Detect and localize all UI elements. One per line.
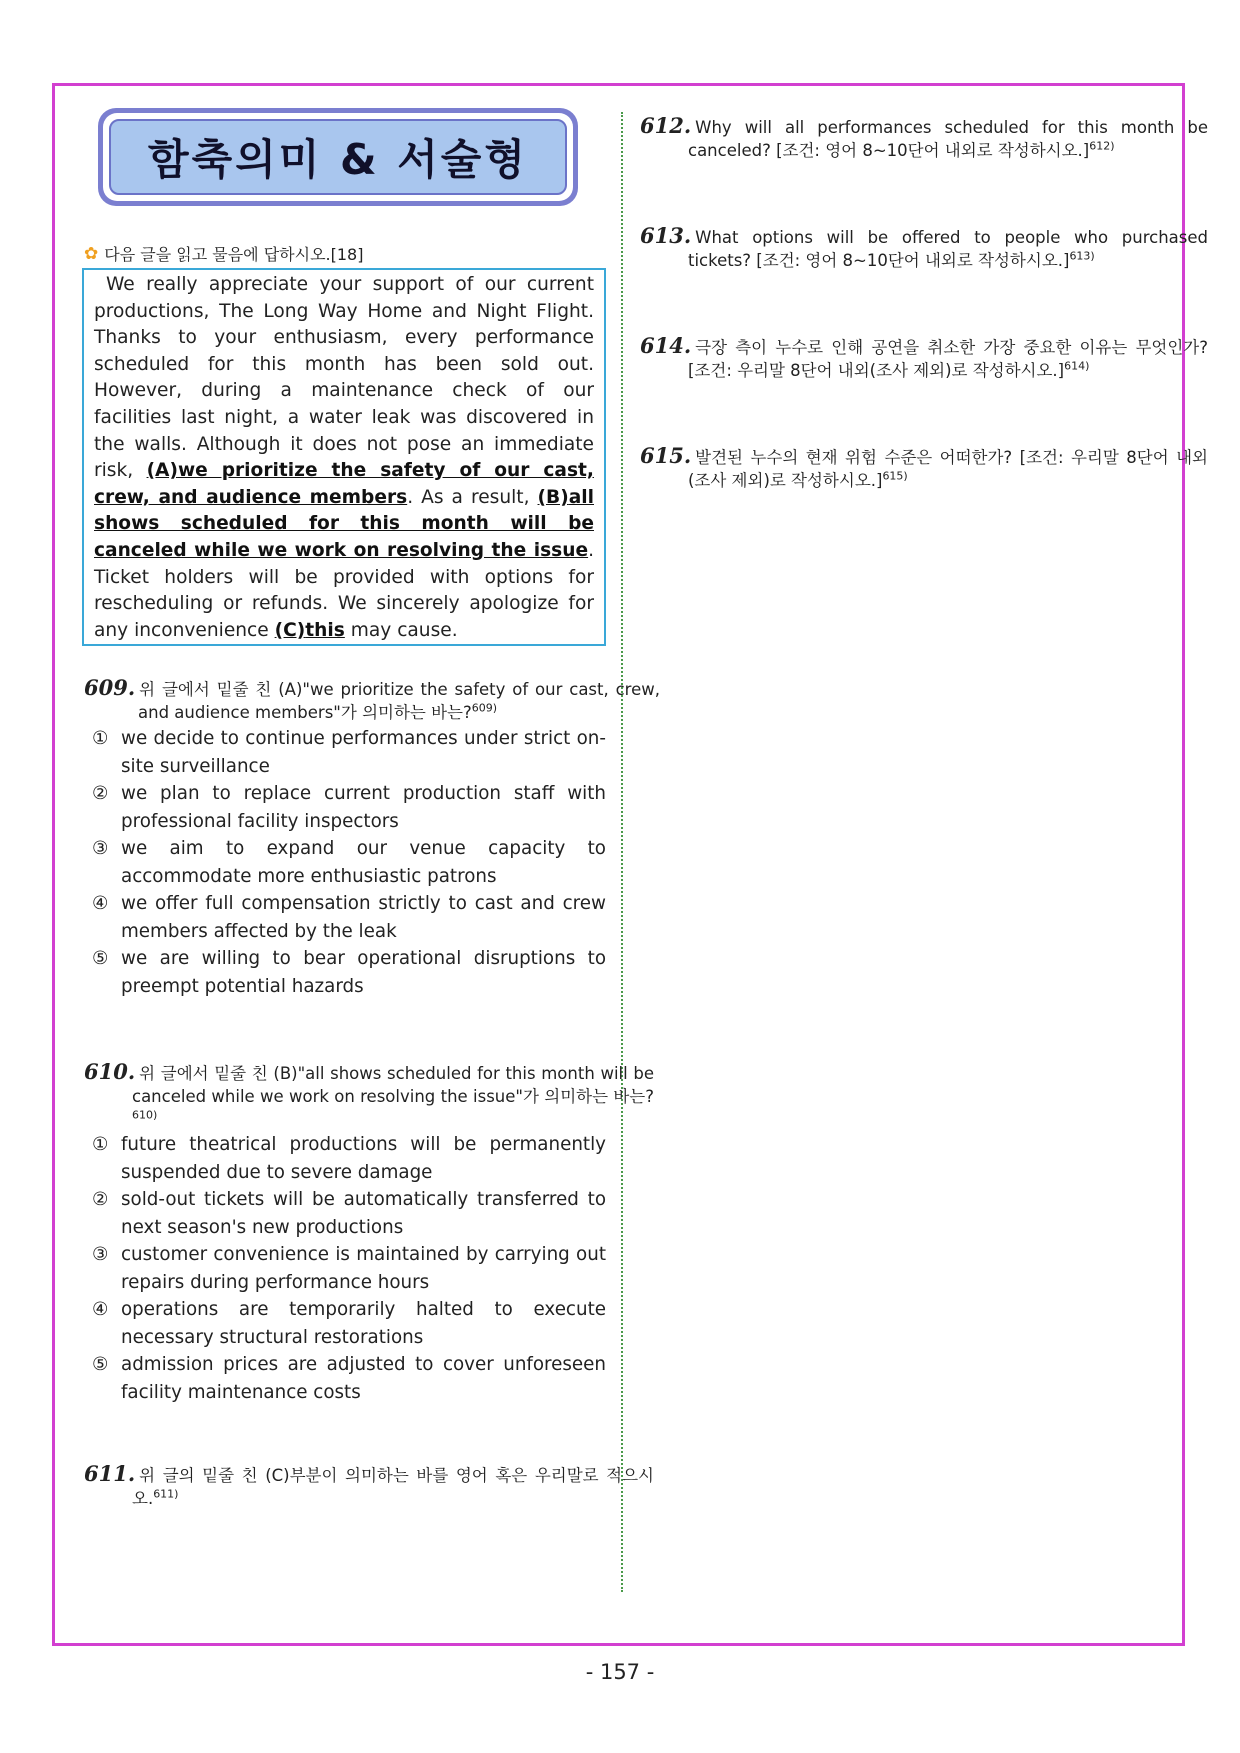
instruction-text: 다음 글을 읽고 물음에 답하시오.[18] [104, 245, 364, 264]
question-613 [640, 224, 1208, 272]
footnote-ref: 610) [132, 1108, 158, 1122]
footnote-ref: 612) [1089, 139, 1115, 153]
section-title-badge [98, 108, 578, 206]
question-number: 611. [84, 1461, 136, 1486]
question-text: 위 글의 밑줄 친 (C)부분이 의미하는 바를 영어 혹은 우리말로 적으시오. [132, 1466, 654, 1508]
question-615 [640, 444, 1208, 492]
footnote-ref: 614) [1064, 359, 1090, 373]
option-item[interactable]: ③ customer convenience is maintained by carrying out repairs during performance hours [92, 1244, 606, 1293]
question-text: 위 글에서 밑줄 친 (A)"we prioritize the safety of our cast, crew, and audience members"가 의미하는 바는? [138, 680, 660, 722]
instruction [84, 242, 363, 265]
option-item[interactable]: ⑤ admission prices are adjusted to cover unforeseen facility maintenance costs [92, 1354, 606, 1403]
page-number: - 157 - [585, 1660, 655, 1684]
underline-a: (A)we prioritize the safety of our cast, crew, and audience members [94, 460, 594, 508]
option-item[interactable]: ④ operations are temporarily halted to execute necessary structural restorations [92, 1299, 606, 1348]
question-612 [640, 114, 1208, 162]
question-text: 극장 측이 누수로 인해 공연을 취소한 가장 중요한 이유는 무엇인가? [조건: 우리말 8단어 내외(조사 제외)로 작성하시오.] [688, 338, 1208, 380]
flower-icon: ✿ [84, 243, 99, 264]
question-609 [84, 676, 660, 724]
question-text: What options will be offered to people who purchased tickets? [조건: 영어 8~10단어 내외로 작성하시오.] [688, 228, 1208, 270]
footnote-ref: 611) [153, 1487, 179, 1501]
question-610 [84, 1060, 654, 1131]
question-number: 614. [640, 333, 692, 358]
option-item[interactable]: ④ we offer full compensation strictly to cast and crew members affected by the leak [92, 893, 606, 942]
option-item[interactable]: ③ we aim to expand our venue capacity to accommodate more enthusiastic patrons [92, 838, 606, 887]
question-text: 위 글에서 밑줄 친 (B)"all shows scheduled for this month will be canceled while we work on resolving the issue"가 의미하는 바는? [132, 1064, 654, 1106]
options-609 [92, 725, 606, 1000]
options-610 [92, 1131, 606, 1406]
option-item[interactable]: ② we plan to replace current production staff with professional facility inspectors [92, 783, 606, 832]
option-item[interactable]: ① we decide to continue performances under strict on-site surveillance [92, 728, 606, 777]
column-divider [621, 112, 623, 1592]
section-title: 함축의미 & 서술형 [148, 135, 528, 184]
question-611 [84, 1462, 654, 1510]
question-number: 609. [84, 675, 136, 700]
question-text: Why will all performances scheduled for this month be canceled? [조건: 영어 8~10단어 내외로 작성하시오.] [688, 118, 1208, 160]
option-item[interactable]: ② sold-out tickets will be automatically transferred to next season's new productions [92, 1189, 606, 1238]
question-number: 613. [640, 223, 692, 248]
question-number: 612. [640, 113, 692, 138]
underline-c: (C)this [274, 619, 345, 641]
question-text: 발견된 누수의 현재 위험 수준은 어떠한가? [조건: 우리말 8단어 내외(조사 제외)로 작성하시오.] [688, 448, 1208, 490]
footnote-ref: 613) [1069, 249, 1095, 263]
reading-passage: We really appreciate your support of our current productions, The Long Way Home and Night Flight. Thanks to your enthusiasm, every performance scheduled for this month has been sold out. However, during a maintenance check of our facilities last night, a water leak was discovered in the walls. Although it does not pose an immediate risk, (A)we prioritize the safety of our cast, crew, and audience members. As a result, (B)all shows scheduled for this month will be canceled while we work on resolving the issue. Ticket holders will be provided with options for rescheduling or refunds. We sincerely apologize for any inconvenience (C)this may cause. [82, 268, 606, 646]
underline-b: (B)all shows scheduled for this month will be canceled while we work on resolving the issue [94, 486, 594, 561]
question-number: 610. [84, 1059, 136, 1084]
footnote-ref: 609) [471, 701, 497, 715]
question-number: 615. [640, 443, 692, 468]
option-item[interactable]: ① future theatrical productions will be permanently suspended due to severe damage [92, 1134, 606, 1183]
question-614 [640, 334, 1208, 382]
footnote-ref: 615) [882, 469, 908, 483]
option-item[interactable]: ⑤ we are willing to bear operational disruptions to preempt potential hazards [92, 948, 606, 997]
